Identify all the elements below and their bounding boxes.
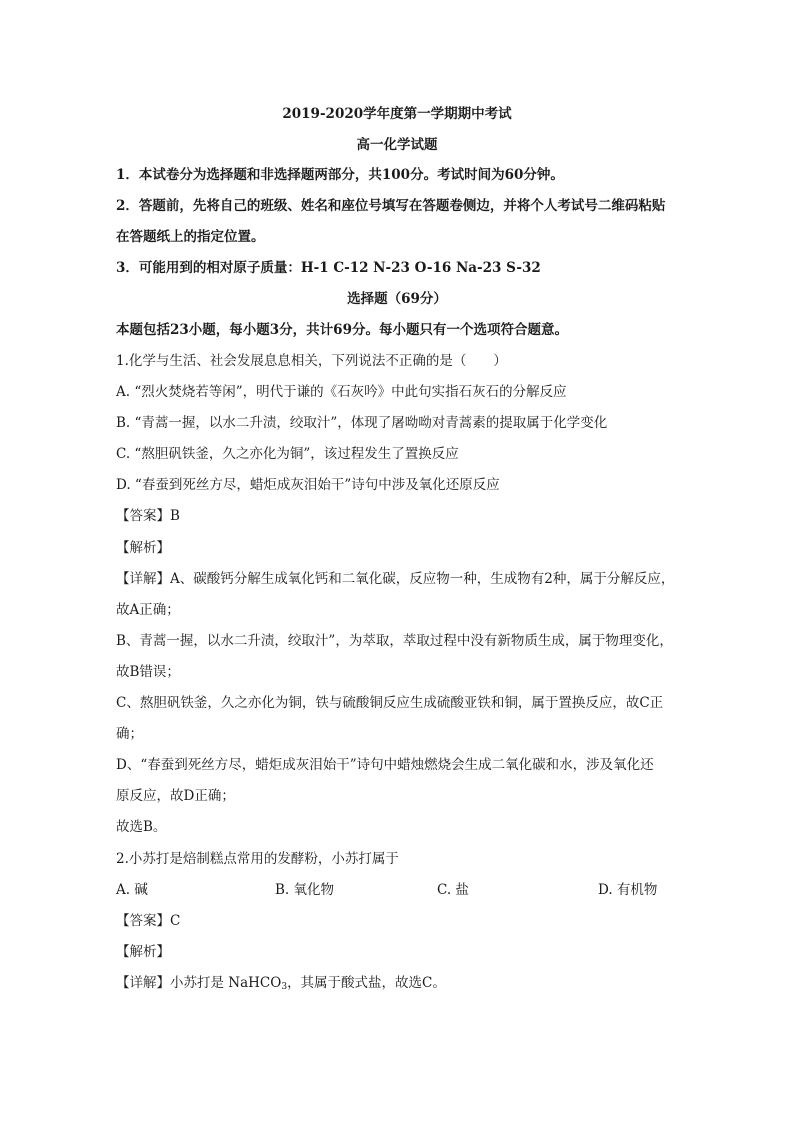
q1-option-d: D. “春蚕到死丝方尽，蜡炬成灰泪始干”诗句中涉及氧化还原反应 — [116, 477, 500, 493]
instruction-1: 1．本试卷分为选择题和非选择题两部分，共100分。考试时间为60分钟。 — [116, 167, 564, 183]
q1-answer: 【答案】B — [116, 508, 180, 524]
q1-detail-line: 故选B。 — [116, 819, 167, 835]
section-note: 本题包括23小题，每小题3分，共计69分。每小题只有一个选项符合题意。 — [116, 322, 568, 338]
q2-option-c: C. 盐 — [437, 882, 469, 898]
exam-subtitle: 高一化学试题 — [356, 137, 438, 153]
q2-stem: 2.小苏打是焙制糕点常用的发酵粉，小苏打属于 — [116, 851, 399, 867]
instruction-2-cont: 在答题纸上的指定位置。 — [116, 229, 265, 245]
q2-answer: 【答案】C — [116, 913, 181, 929]
q2-detail-suffix: ，其属于酸式盐，故选C。 — [287, 975, 446, 991]
section-title: 选择题（69分） — [347, 291, 447, 307]
instruction-2: 2．答题前，先将自己的班级、姓名和座位号填写在答题卷侧边，并将个人考试号二维码粘贴 — [116, 198, 666, 214]
q2-option-d: D. 有机物 — [598, 882, 658, 898]
q1-detail-line: 【详解】A、碳酸钙分解生成氧化钙和二氧化碳，反应物一种，生成物有2种，属于分解反应， — [116, 571, 675, 587]
q1-analysis-label: 【解析】 — [116, 540, 170, 556]
exam-title: 2019-2020学年度第一学期期中考试 — [282, 106, 512, 122]
instruction-3: 3．可能用到的相对原子质量：H-1 C-12 N-23 O-16 Na-23 S-32 — [116, 260, 541, 276]
q1-detail-line: 确； — [116, 726, 143, 742]
q2-detail-prefix: 【详解】小苏打是 — [116, 975, 229, 991]
q1-option-b: B. “青蒿一握，以水二升渍，绞取汁”，体现了屠呦呦对青蒿素的提取属于化学变化 — [116, 415, 608, 431]
q1-option-c: C. “熬胆矾铁釜，久之亦化为铜”，该过程发生了置换反应 — [116, 446, 459, 462]
q1-detail-line: B、青蒿一握，以水二升渍，绞取汁”，为萃取，萃取过程中没有新物质生成，属于物理变化， — [116, 633, 673, 649]
q1-detail-line: 故B错误； — [116, 664, 180, 680]
q1-detail-line: C、熬胆矾铁釜，久之亦化为铜，铁与硫酸铜反应生成硫酸亚铁和铜，属于置换反应，故C正 — [116, 695, 664, 711]
q2-option-b: B. 氧化物 — [275, 882, 335, 898]
q2-analysis-label: 【解析】 — [116, 944, 170, 960]
q1-option-a: A. “烈火焚烧若等闲”，明代于谦的《石灰吟》中此句实指石灰石的分解反应 — [116, 384, 567, 400]
q1-stem: 1.化学与生活、社会发展息息相关，下列说法不正确的是（ ） — [116, 353, 507, 369]
q1-detail-line: 故A正确； — [116, 602, 180, 618]
q1-detail-line: D、“春蚕到死丝方尽，蜡炬成灰泪始干”诗句中蜡烛燃烧会生成二氧化碳和水，涉及氧化还 — [116, 757, 654, 773]
q1-detail-line: 原反应，故D正确； — [116, 788, 235, 804]
q2-option-a: A. 碱 — [116, 882, 148, 898]
q2-detail — [116, 973, 686, 997]
formula-nahco3: NaHCO$_3$ — [228, 975, 288, 992]
